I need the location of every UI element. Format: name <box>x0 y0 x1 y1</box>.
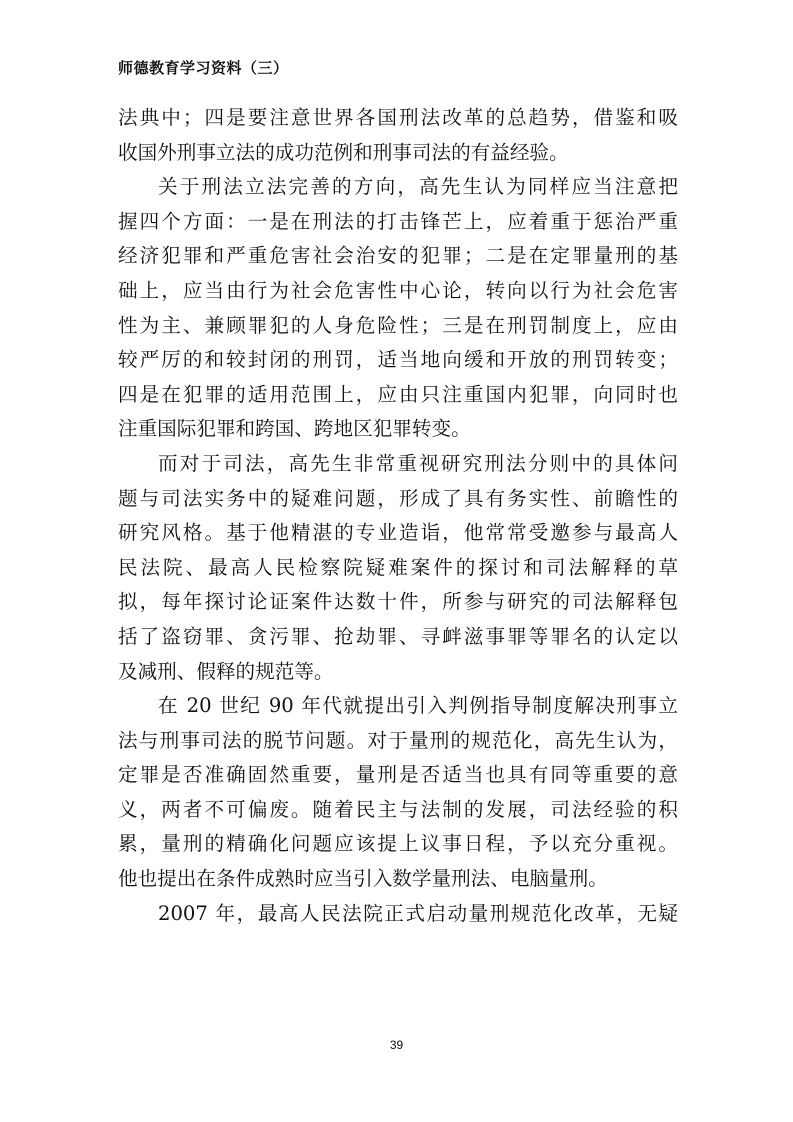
running-header: 师德教育学习资料（三） <box>118 59 289 77</box>
text-line: 法与刑事司法的脱节问题。对于量刑的规范化，高先生认为， <box>118 728 678 752</box>
text-line: 关于刑法立法完善的方向，高先生认为同样应当注意把 <box>158 175 678 199</box>
text-line: 握四个方面：一是在刑法的打击锋芒上，应着重于惩治严重 <box>118 209 678 233</box>
text-line: 收国外刑事立法的成功范例和刑事司法的有益经验。 <box>118 140 569 164</box>
text-line: 拟，每年探讨论证案件达数十件，所参与研究的司法解释包 <box>118 590 678 614</box>
text-line: 而对于司法，高先生非常重视研究刑法分则中的具体问 <box>158 451 678 475</box>
text-line: 定罪是否准确固然重要，量刑是否适当也具有同等重要的意 <box>118 763 678 787</box>
body-text <box>118 101 678 931</box>
text-line: 他也提出在条件成熟时应当引入数学量刑法、电脑量刑。 <box>118 867 608 891</box>
text-line: 括了盗窃罪、贪污罪、抢劫罪、寻衅滋事罪等罪名的认定以 <box>118 624 678 648</box>
text-line: 四是在犯罪的适用范围上，应由只注重国内犯罪，向同时也 <box>118 382 678 406</box>
text-line: 较严厉的和较封闭的刑罚，适当地向缓和开放的刑罚转变； <box>118 348 678 372</box>
text-line: 义，两者不可偏废。随着民主与法制的发展，司法经验的积 <box>118 797 678 821</box>
text-line: 民法院、最高人民检察院疑难案件的探讨和司法解释的草 <box>118 555 678 579</box>
text-line: 累，量刑的精确化问题应该提上议事日程，予以充分重视。 <box>118 832 678 856</box>
text-line: 2007 年，最高人民法院正式启动量刑规范化改革，无疑 <box>158 901 678 925</box>
text-line: 础上，应当由行为社会危害性中心论，转向以行为社会危害 <box>118 278 678 302</box>
text-line: 在 20 世纪 90 年代就提出引入判例指导制度解决刑事立 <box>158 694 678 718</box>
text-line: 及减刑、假释的规范等。 <box>118 659 334 683</box>
text-line: 研究风格。基于他精湛的专业造诣，他常常受邀参与最高人 <box>118 521 678 545</box>
text-line: 经济犯罪和严重危害社会治安的犯罪；二是在定罪量刑的基 <box>118 244 678 268</box>
text-line: 法典中；四是要注意世界各国刑法改革的总趋势，借鉴和吸 <box>118 106 678 129</box>
page-number: 39 <box>389 1038 404 1052</box>
text-line: 题与司法实务中的疑难问题，形成了具有务实性、前瞻性的 <box>118 486 678 510</box>
text-line: 注重国际犯罪和跨国、跨地区犯罪转变。 <box>118 417 471 441</box>
text-line: 性为主、兼顾罪犯的人身危险性；三是在刑罚制度上，应由 <box>118 313 678 337</box>
